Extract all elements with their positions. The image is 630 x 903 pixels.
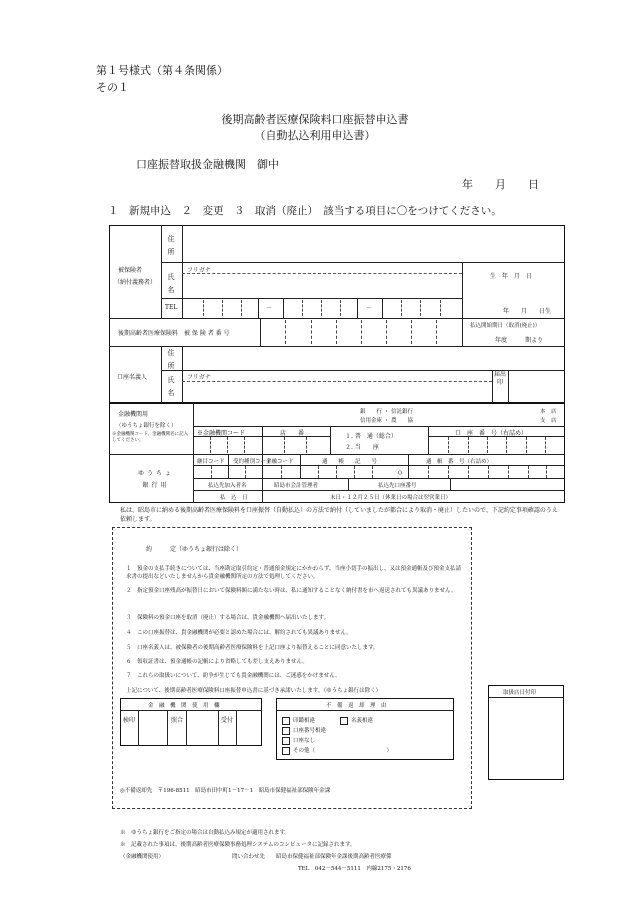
branch-no-label: 店 番 <box>280 430 305 437</box>
payee-no-label: 払込先口座番号 <box>378 483 417 489</box>
insured-label: 被保険者 <box>118 267 143 274</box>
birth-suffix: 年 月 日生 <box>503 308 552 315</box>
branch-types: 本 店 <box>540 409 557 415</box>
financial-note2: ※金融機関コード、金融機関名に記入してください。 <box>112 432 189 443</box>
insured-number-label: 後期高齢者医療保険料 被 保 険 者 番 号 <box>118 330 230 337</box>
bank-use-title: 金 融 機 関 使 用 欄 <box>148 703 220 709</box>
addressee: 口座振替取扱金融機関 御中 <box>136 158 279 171</box>
terms-title: 約 定（ゆうちょ銀行は除く） <box>146 546 243 553</box>
return-address: ◎不備返却先 〒196-8511 昭島市田中町1－17－1 昭島市保健福祉部保険年金課 <box>120 788 331 794</box>
col-contract: 受約種別コード <box>233 459 272 465</box>
account-number-label: 口 座 番 号（右詰め） <box>455 430 528 437</box>
term-1: １ 預金の支払手続きについては、当座勘定取引約定・普通預金規定にかかわらず、当座小切手の振出し、又は預金通帳及び預金支払請求書の提出などいたしませんから貴金融機関所定の方法で処理してください。 <box>126 566 461 580</box>
footer-inquiry: 問い合わせ先 昭島市保健福祉部保険年金課後期高齢者医療係 <box>232 854 392 860</box>
financial-note1: （ゆうちょ銀行を除く） <box>116 423 177 429</box>
col-bank-code: 金融コード <box>266 459 294 465</box>
holder-label: 口座名義人 <box>117 374 148 381</box>
account-kind1: １. 普 通（総合） <box>345 433 397 440</box>
application-form-page: 第１号様式（第４条関係） その１ 後期高齢者医療保険料口座振替申込書 （自動払込利用申込書） 口座振替取扱金融機関 御中 年 月 日 １ 新規申込 ２ 変更 ３ 取消（廃止） 該当する項目に〇をつけてください。 被保険者 （納付義務者） 住所 フリガナ 氏名 生 年 月 日 TEL － － 年 月 日生 後期高齢者医療保険料 被 保 険 者 番 号 払込開始期日（取消(廃止)） 年度 期より 口座名義人 住所 フリガナ 氏名 届出印 金融機関用 （ゆうちょ銀行を除く） ※金融機関コード、金融機関名に記入してください。 銀 行 ・ 信託銀行 信用金庫 ・ 農 協 本 店 支 店 ※金融機関コード 店 番 １. 普 通（総合） ２. 当 座 口 座 番 号（右詰め） ゆうちょ銀行用 継目コード 受約種別コード 金融コード 通 帳 記 号 通 帳 番 号（右詰め） ０ 払込先加入者名 昭島市会計管理者 払込先口座番号 払 込 日 末日・１２月２５日（休業日の場合は翌営業日） 私は、昭島市に納める後期高齢者医療保険料を口座振替（自動払込）の方法で納付（していましたが都合により取消・廃止）したいので、下記約定事項確認のうえ依頼します。 約 定（ゆうちょ銀行は除く） １ 預金の支払手続きについては、当座勘定取引約定・普通預金規定にかかわらず、当座小切手の振出し、又は預金通帳及び預金支払請求書の提出などいたしませんから貴金融機関所定の方法で処理してください。 ２ 指定預金口座残高が振替日において保険料額に満たない時は、私に通知することなく納付書を市へ返送されても異議ありません。 ３ 保険料の預金口座を取消（廃止）する場合は、貴金融機関へ届出いたします。 ４ この口座振替は、貴金融機関が必要と認めた場合には、解約されても異議ありません。 ５ 口座名義人は、被保険者の後期高齢者医療保険料を上記口座より振替えることに同意いたします。 ６ 領収証書は、預金通帳の記帳により省略しても差し支えありません。 ７ これらの取扱いについて、紛争が生じても貴金融機関には、ご迷惑をかけません。 上記について、後期高齢者医療保険料口座振替申込書に基づき承諾いたします。（ゆうちょ銀行は除く） 金 融 機 関 使 用 欄 検印 照合 受付 不 備 返 却 理 由 印鑑相違 名義相違 口座番号相違 口座なし その他（ ） 取扱店日付印 ◎不備返却先 〒196-8511 昭島市田中町1－17－1 昭島市保健福祉部保険年金課 ※ ゆうちょ銀行をご指定の場合は自動払込み規定が適用されます。 ※ 記載された事項は、後期高齢者医療保険事務処理システムのコンピュータに記録されます。 （金融機関使用） 問い合わせ先 昭島市保健福祉部保険年金課後期高齢者医療係 TEL 042－544－5111 内線2175・2176 <box>0 0 630 903</box>
term-4: ４ この口座振替は、貴金融機関が必要と認めた場合には、解約されても異議ありません。 <box>126 630 352 636</box>
start-label: 払込開始期日（取消(廃止)） <box>470 323 541 329</box>
declaration-text: 私は、昭島市に納める後期高齢者医療保険料を口座振替（自動払込）の方法で納付（していましたが都合により取消・廃止）したいので、下記約定事項確認のうえ依頼します。 <box>120 507 558 523</box>
seal-label: 届出印 <box>494 371 507 386</box>
form-subtitle: （自動払込利用申込書） <box>254 129 376 142</box>
return-option-5[interactable]: その他（ ） <box>282 746 392 755</box>
bank-types2: 信用金庫 ・ 農 協 <box>360 418 413 424</box>
footer-inquiry-left: （金融機関使用） <box>120 854 165 860</box>
insured-note: （納付義務者） <box>114 279 157 286</box>
birth-label: 生 年 月 日 <box>490 273 533 280</box>
insured-address-label: 住所 <box>167 235 175 256</box>
yucho-zero: ０ <box>397 470 404 477</box>
col-accept: 継目コード <box>197 459 225 465</box>
term-3: ３ 保険料の預金口座を取消（廃止）する場合は、貴金融機関へ届出いたします。 <box>126 615 330 621</box>
due-label: 払 込 日 <box>220 495 248 501</box>
bank-use-col1: 検印 <box>123 717 136 724</box>
return-option-4[interactable]: 口座なし <box>282 736 315 745</box>
financial-label: 金融機関用 <box>118 411 149 418</box>
term-7: ７ これらの取扱いについて、紛争が生じても貴金融機関には、ご迷惑をかけません。 <box>126 673 341 679</box>
insured-name-label: 氏名 <box>167 273 175 294</box>
col-passbook-no: 通 帳 番 号（右詰め） <box>426 459 493 465</box>
bank-use-col3: 受付 <box>221 717 234 724</box>
form-number: 第１号様式（第４条関係） <box>96 64 228 77</box>
holder-furigana: フリガナ <box>187 374 211 381</box>
branch-types2: 支 店 <box>540 418 557 424</box>
yucho-label: ゆうちょ銀行用 <box>137 470 174 489</box>
return-option-1[interactable]: 印鑑相違 <box>282 716 315 725</box>
footer-tel: TEL 042－544－5111 内線2175・2176 <box>298 866 411 872</box>
return-option-3[interactable]: 口座番号相違 <box>282 726 326 735</box>
term-5: ５ 口座名義人は、被保険者の後期高齢者医療保険料を上記口座より振替えることに同意いたします。 <box>126 645 379 651</box>
instruction-line: １ 新規申込 ２ 変更 ３ 取消（廃止） 該当する項目に〇をつけてください。 <box>108 205 502 217</box>
stamp-box-label: 取扱店日付印 <box>503 690 537 696</box>
date-line: 年 月 日 <box>462 178 539 191</box>
holder-address-label: 住所 <box>167 349 175 370</box>
return-option-2[interactable]: 名義相違 <box>340 716 373 725</box>
bank-use-col2: 照合 <box>171 717 184 724</box>
sub-number: その１ <box>96 81 129 94</box>
payee-value: 昭島市会計管理者 <box>274 483 319 489</box>
return-reason-title: 不 備 返 却 理 由 <box>326 703 387 709</box>
account-kind2: ２. 当 座 <box>345 444 379 451</box>
due-value: 末日・１２月２５日（休業日の場合は翌営業日） <box>330 495 452 501</box>
payee-label: 払込先加入者名 <box>208 483 247 489</box>
term-6: ６ 領収証書は、預金通帳の記帳により省略しても差し支えありません。 <box>126 659 308 665</box>
start-value: 年度 期より <box>495 337 544 344</box>
term-2: ２ 指定預金口座残高が振替日において保険料額に満たない時は、私に通知することなく納付書を市へ返送されても異議ありません。 <box>126 588 457 594</box>
tel-label: TEL <box>165 304 178 311</box>
bank-types: 銀 行 ・ 信託銀行 <box>360 409 413 415</box>
stamp-box <box>488 685 564 780</box>
insured-furigana: フリガナ <box>187 267 211 274</box>
form-title: 後期高齢者医療保険料口座振替申込書 <box>221 113 409 126</box>
footer-note-2: ※ 記載された事項は、後期高齢者医療保険事務処理システムのコンピュータに記録されます。 <box>120 842 356 848</box>
bank-code-label: ※金融機関コード <box>197 430 246 437</box>
holder-name-label: 氏名 <box>167 376 175 397</box>
col-passbook: 通 帳 記 号 <box>322 459 378 465</box>
footer-note-1: ※ ゆうちょ銀行をご指定の場合は自動払込み規定が適用されます。 <box>120 830 291 836</box>
terms-summary: 上記について、後期高齢者医療保険料口座振替申込書に基づき承諾いたします。（ゆうちょ銀行は除く） <box>126 688 382 694</box>
